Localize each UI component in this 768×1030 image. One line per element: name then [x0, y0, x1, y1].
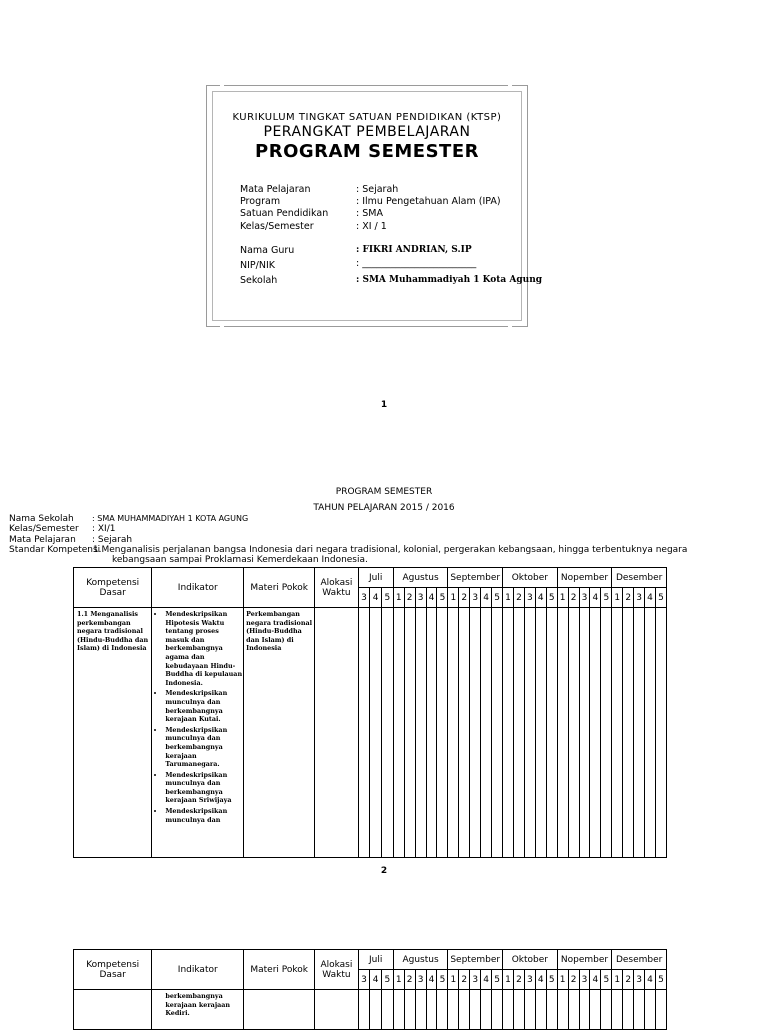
week-cell: 3: [634, 970, 645, 990]
week-cell: 1: [448, 970, 459, 990]
week-cell: 5: [437, 970, 448, 990]
week-cell: 1: [612, 588, 623, 608]
month-header: Desember: [612, 568, 667, 588]
cover-curriculum-title: KURIKULUM TINGKAT SATUAN PENDIDIKAN (KTSP): [232, 112, 502, 123]
header-materi-pokok: Materi Pokok: [244, 568, 315, 608]
month-header: Nopember: [557, 950, 612, 970]
week-cell: 4: [426, 588, 437, 608]
cover-subtitle: PERANGKAT PEMBELAJARAN: [263, 124, 471, 140]
week-cell: 2: [568, 970, 579, 990]
week-cell: 3: [415, 588, 426, 608]
page2-subtitle: TAHUN PELAJARAN 2015 / 2016: [313, 503, 455, 513]
meta-value-sekolah: : SMA MUHAMMADIYAH 1 KOTA AGUNG: [92, 514, 249, 523]
indikator-item: • Mendeskripsikan munculnya dan berkembangnya kerajaan Kutai.: [165, 689, 243, 723]
indikator-item: • Mendeskripsikan munculnya dan: [165, 807, 243, 824]
week-cell: 4: [590, 588, 601, 608]
cover-label-program: Program: [240, 196, 281, 207]
cover-value-satuan: : SMA: [356, 208, 383, 219]
week-cell: 3: [634, 588, 645, 608]
week-cell: 5: [655, 588, 666, 608]
week-cell: 5: [382, 970, 394, 990]
week-cell: 4: [590, 970, 601, 990]
table-row-alokasi: [315, 608, 358, 858]
month-header: Agustus: [393, 568, 448, 588]
cover-label-kelas: Kelas/Semester: [240, 221, 314, 232]
cover-label-guru: Nama Guru: [240, 245, 295, 256]
month-header: Agustus: [393, 950, 448, 970]
page2-title: PROGRAM SEMESTER: [335, 487, 433, 497]
cover-main-title: PROGRAM SEMESTER: [255, 141, 479, 162]
header-alokasi-waktu: Alokasi Waktu: [315, 950, 358, 990]
meta-label-kelas: Kelas/Semester: [9, 524, 79, 534]
week-cell: 2: [513, 588, 524, 608]
table-row-materi: [244, 608, 315, 858]
week-cell: 3: [524, 588, 535, 608]
header-indikator: Indikator: [152, 950, 244, 990]
week-cell: 4: [645, 970, 656, 990]
week-cell: 2: [404, 588, 415, 608]
cover-value-kelas: : XI / 1: [356, 221, 387, 232]
week-cell: 2: [459, 588, 470, 608]
program-semester-table: [73, 567, 667, 858]
month-header: Oktober: [503, 568, 558, 588]
page-number-1: 1: [380, 400, 388, 410]
header-indikator: Indikator: [152, 568, 244, 608]
week-cell: 1: [393, 588, 404, 608]
month-header: Juli: [358, 950, 393, 970]
week-cell: 2: [623, 588, 634, 608]
week-cell: 4: [481, 588, 492, 608]
indikator-item: • Mendeskripsikan Hipotesis Waktu tentang proses masuk dan berkembangnya agama dan kebudayaan Hindu-Buddha di kepulauan Indonesia.: [165, 610, 243, 687]
month-header: September: [448, 950, 503, 970]
cover-value-mapel: : Sejarah: [356, 184, 399, 195]
header-kompetensi-dasar: Kompetensi Dasar: [74, 568, 152, 608]
indikator-item: • Mendeskripsikan munculnya dan berkembangnya kerajaan Tarumanegara.: [165, 726, 243, 769]
week-cell: 4: [481, 970, 492, 990]
month-header: Nopember: [557, 568, 612, 588]
week-cell: 2: [513, 970, 524, 990]
week-cell: 4: [370, 970, 382, 990]
week-cell: 1: [393, 970, 404, 990]
week-cell: 4: [426, 970, 437, 990]
week-cell: 3: [358, 588, 370, 608]
cover-value-nip: : ________________________: [356, 258, 477, 269]
kd-text: 1.1 Menganalisis perkembangan negara tradisional (Hindu-Buddha dan Islam) di Indonesia: [77, 610, 149, 653]
page-number-2: 2: [380, 866, 388, 876]
cover-label-nip: NIP/NIK: [240, 260, 275, 271]
week-cell: 4: [535, 970, 546, 990]
month-header: Desember: [612, 950, 667, 970]
header-alokasi-waktu: Alokasi Waktu: [315, 568, 358, 608]
materi-text: Perkembangan negara tradisional (Hindu-Buddha dan Islam) di Indonesia: [246, 610, 313, 653]
week-cell: 4: [370, 588, 382, 608]
week-cell: 1: [503, 970, 514, 990]
meta-value-standar-1: : 1.Menganalisis perjalanan bangsa Indonesia dari negara tradisional, kolonial, pergerakan kebangsaan, hingga terbentuknya negara: [87, 545, 688, 555]
week-cell: 5: [437, 588, 448, 608]
week-cell: 5: [492, 970, 503, 990]
week-cell: 1: [448, 588, 459, 608]
cover-value-program: : Ilmu Pengetahuan Alam (IPA): [356, 196, 501, 207]
table-row-kd: [74, 608, 152, 858]
header-kompetensi-dasar: Kompetensi Dasar: [74, 950, 152, 990]
week-cell: 5: [492, 588, 503, 608]
meta-label-sekolah: Nama Sekolah: [9, 514, 74, 524]
cover-label-sekolah: Sekolah: [240, 275, 278, 286]
week-cell: 5: [546, 970, 557, 990]
week-cell: 2: [459, 970, 470, 990]
week-cell: 3: [579, 970, 590, 990]
indikator-item: • Mendeskripsikan munculnya dan berkembangnya kerajaan Sriwijaya: [165, 771, 243, 805]
week-cell: 5: [601, 588, 612, 608]
week-cell: 3: [470, 970, 481, 990]
week-cell: 5: [382, 588, 394, 608]
week-cell: 5: [546, 588, 557, 608]
header-materi-pokok: Materi Pokok: [244, 950, 315, 990]
week-cell: 5: [601, 970, 612, 990]
table-row-indikator: [152, 608, 244, 858]
meta-value-kelas: : XI/1: [92, 524, 116, 534]
week-cell: 2: [404, 970, 415, 990]
week-cell: 2: [568, 588, 579, 608]
week-cell: 1: [557, 588, 568, 608]
week-cell: 2: [623, 970, 634, 990]
week-cell: 3: [470, 588, 481, 608]
meta-value-standar-2: kebangsaan sampai Proklamasi Kemerdekaan Indonesia.: [112, 555, 368, 565]
month-header: Juli: [358, 568, 393, 588]
month-header: September: [448, 568, 503, 588]
week-cell: 5: [655, 970, 666, 990]
program-semester-table-continued: [73, 949, 667, 1030]
week-cell: 3: [415, 970, 426, 990]
cover-label-mapel: Mata Pelajaran: [240, 184, 311, 195]
cover-label-satuan: Satuan Pendidikan: [240, 208, 329, 219]
week-cell: 1: [503, 588, 514, 608]
meta-label-standar: Standar Kompetensi: [9, 545, 101, 555]
indikator-continued: berkembangnya kerajaan kerajaan Kediri.: [165, 992, 231, 1018]
week-cell: 4: [535, 588, 546, 608]
cover-value-guru: : FIKRI ANDRIAN, S.IP: [356, 245, 472, 255]
month-header: Oktober: [503, 950, 558, 970]
meta-value-mapel: : Sejarah: [92, 535, 133, 545]
week-cell: 3: [358, 970, 370, 990]
cover-value-sekolah: : SMA Muhammadiyah 1 Kota Agung: [356, 275, 543, 285]
week-cell: 1: [557, 970, 568, 990]
week-cell: 1: [612, 970, 623, 990]
meta-label-mapel: Mata Pelajaran: [9, 535, 76, 545]
week-cell: 4: [645, 588, 656, 608]
week-cell: 3: [524, 970, 535, 990]
week-cell: 3: [579, 588, 590, 608]
